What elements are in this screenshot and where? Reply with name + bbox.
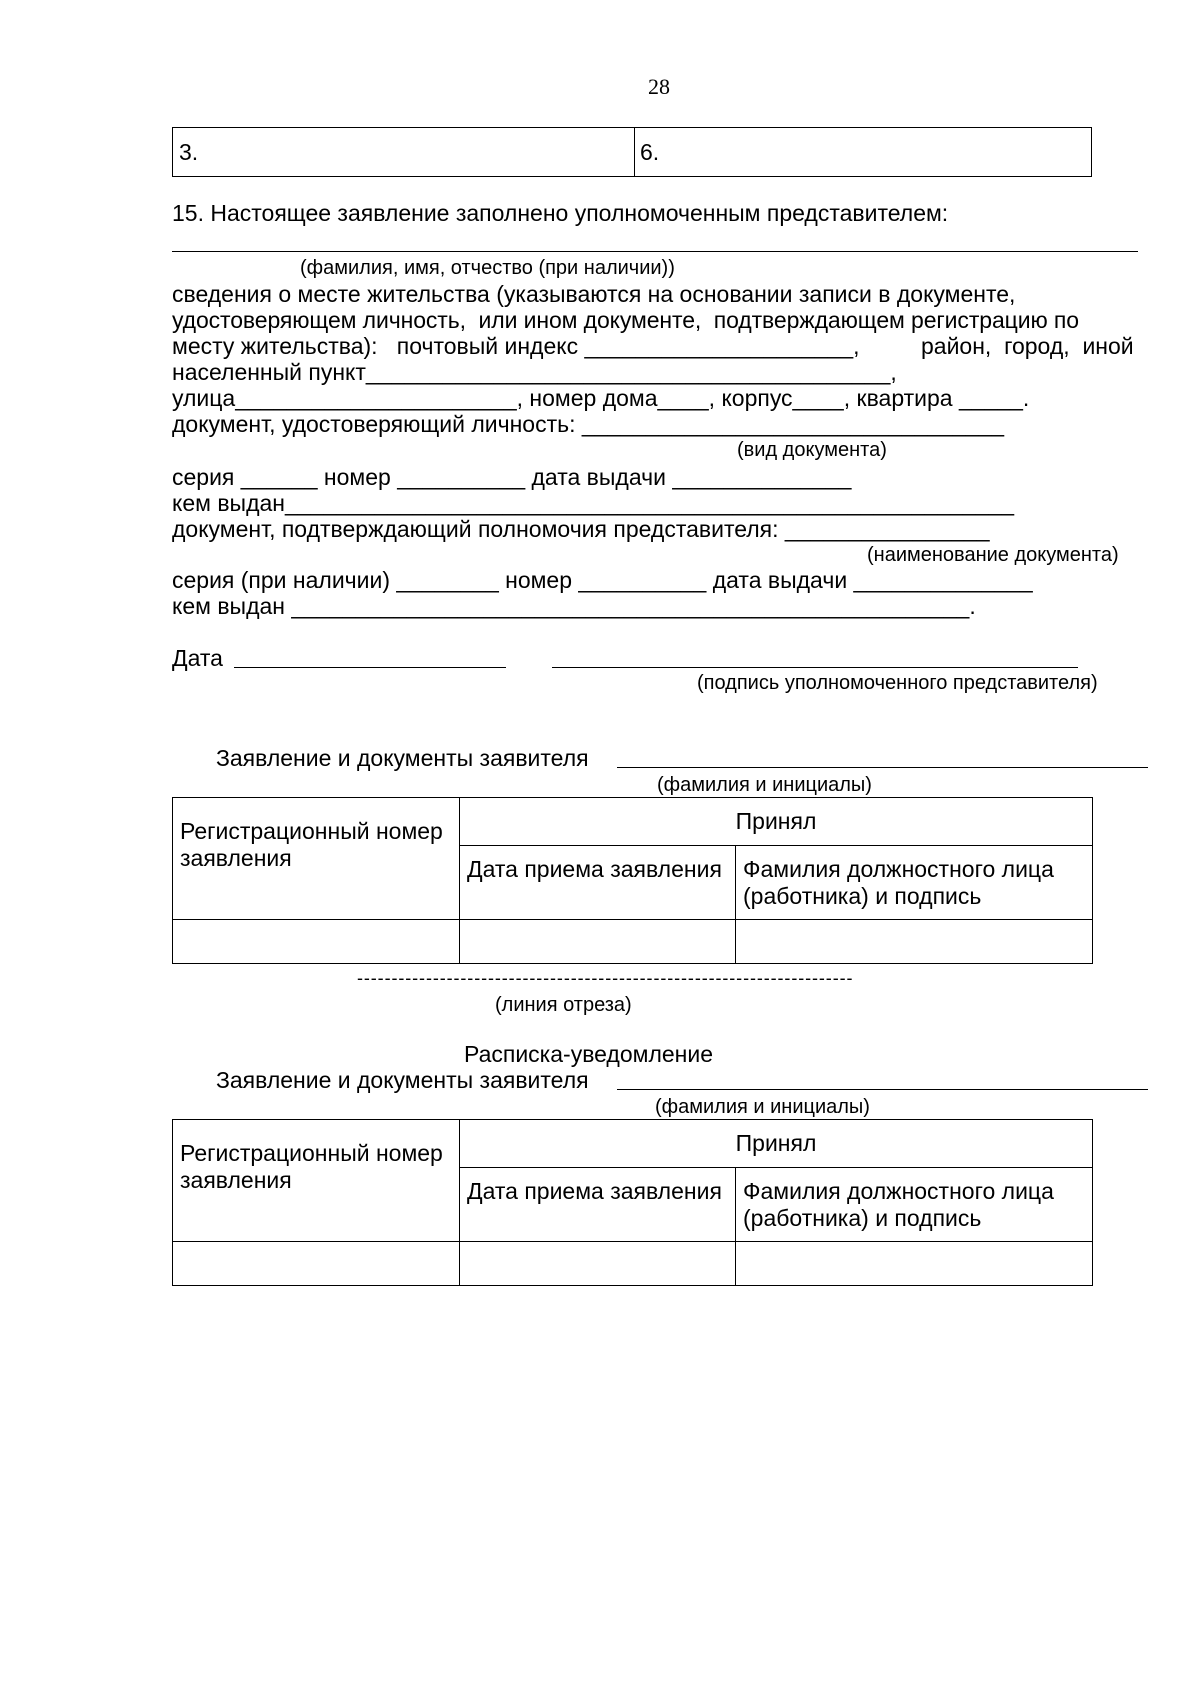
cut-line: ------------------------------------------------------------------------: [357, 968, 854, 988]
authority-document-caption: (наименование документа): [867, 544, 1119, 566]
authority-document-line[interactable]: документ, подтверждающий полномочия представителя: ________________: [172, 516, 990, 542]
issued-by-line-2[interactable]: кем выдан _____________________________________________________.: [172, 593, 976, 619]
cut-line-caption: (линия отреза): [495, 994, 632, 1016]
date-field[interactable]: [234, 667, 506, 668]
applicant-name-caption-1: (фамилия и инициалы): [657, 774, 872, 796]
issued-by-line[interactable]: кем выдан_________________________________________________________: [172, 490, 1015, 516]
registration-table-2: [172, 1119, 1093, 1286]
top-table-cell-6: 6.: [640, 139, 660, 165]
series-number-line[interactable]: серия ______ номер __________ дата выдачи ______________: [172, 464, 852, 490]
residence-line-4[interactable]: населенный пункт_________________________________________,: [172, 359, 897, 385]
representative-name-field[interactable]: [172, 251, 1138, 252]
applicant-name-field-2[interactable]: [617, 1089, 1148, 1090]
signature-field[interactable]: [552, 667, 1078, 668]
statement-label-1: Заявление и документы заявителя: [216, 745, 589, 771]
official-header: Фамилия должностного лица (работника) и подпись: [736, 1168, 1093, 1242]
statement-label-2: Заявление и документы заявителя: [216, 1067, 589, 1093]
receipt-title: Расписка-уведомление: [464, 1041, 714, 1067]
official-cell[interactable]: [736, 920, 1093, 964]
applicant-name-field-1[interactable]: [617, 767, 1148, 768]
fio-caption: (фамилия, имя, отчество (при наличии)): [300, 257, 675, 279]
date-received-cell[interactable]: [460, 1242, 736, 1286]
reg-number-cell[interactable]: [173, 920, 460, 964]
reg-number-cell[interactable]: [173, 1242, 460, 1286]
series-optional-line[interactable]: серия (при наличии) ________ номер __________ дата выдачи ______________: [172, 567, 1033, 593]
applicant-name-caption-2: (фамилия и инициалы): [655, 1096, 870, 1118]
accepted-header: Принял: [460, 798, 1093, 846]
date-received-header: Дата приема заявления: [460, 1168, 736, 1242]
signature-caption: (подпись уполномоченного представителя): [697, 672, 1098, 694]
date-received-header: Дата приема заявления: [460, 846, 736, 920]
id-document-caption: (вид документа): [737, 439, 887, 461]
official-cell[interactable]: [736, 1242, 1093, 1286]
date-received-cell[interactable]: [460, 920, 736, 964]
registration-table-1: [172, 797, 1093, 964]
reg-number-header: Регистрационный номер заявления: [173, 1120, 460, 1242]
id-document-line[interactable]: документ, удостоверяющий личность: _________________________________: [172, 411, 1005, 437]
date-label: Дата: [172, 645, 223, 671]
official-header: Фамилия должностного лица (работника) и подпись: [736, 846, 1093, 920]
reg-number-header: Регистрационный номер заявления: [173, 798, 460, 920]
residence-line-2: удостоверяющем личность, или ином документе, подтверждающем регистрацию по: [172, 307, 1079, 333]
residence-line-3[interactable]: месту жительства): почтовый индекс _____________________,: [172, 333, 860, 359]
top-table-divider: [634, 127, 635, 177]
section-15-heading: 15. Настоящее заявление заполнено уполномоченным представителем:: [172, 200, 949, 226]
address-line[interactable]: улица______________________, номер дома____, корпус____, квартира _____.: [172, 385, 1030, 411]
residence-line-1: сведения о месте жительства (указываются на основании записи в документе,: [172, 281, 1016, 307]
page-number: 28: [648, 74, 670, 99]
accepted-header: Принял: [460, 1120, 1093, 1168]
top-table: [172, 127, 1092, 177]
residence-line-3-right: район, город, иной: [921, 333, 1134, 359]
top-table-cell-3: 3.: [179, 139, 199, 165]
